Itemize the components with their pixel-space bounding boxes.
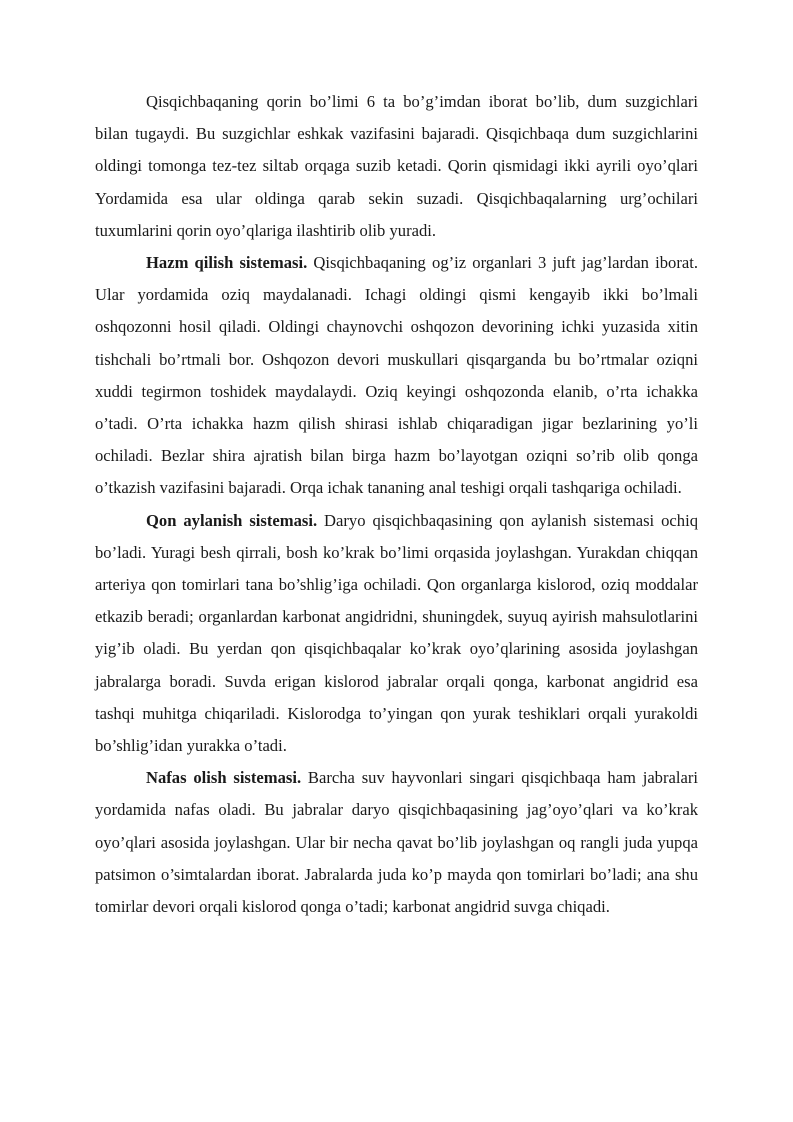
paragraph-heading: Nafas olish sistemasi. — [146, 768, 302, 788]
paragraph-heading: Qon aylanish sistemasi. — [146, 510, 318, 530]
paragraph-text: Qisqichbaqaning qorin bo’limi 6 ta bo’g’imdan iborat bo’lib, dum suzgichlari bilan tugaydi. Bu suzgichlar eshkak vazifasini bajaradi. Qisqichbaqa dum suzgichlarini oldingi tomonga tez-tez siltab orqaga suzib ketadi. Qorin qismidagi ikki ayrili oyo’qlari Yordamida esa ular oldinga qarab sekin suzadi. Qisqichbaqalarning urg’ochilari tuxumlarini qorin oyo’qlariga ilashtirib olib yuradi. — [95, 92, 698, 240]
paragraph-text: Barcha suv hayvonlari singari qisqichbaqa ham jabralari yordamida nafas oladi. Bu jabralar daryo qisqichbaqasining jag’oyo’qlari va ko’krak oyo’qlari asosida joylashgan. Ular bir necha qavat bo’lib joylashgan oq rangli juda yupqa patsimon o’simtalardan iborat. Jabralarda juda ko’p mayda qon tomirlari bo’ladi; ana shu tomirlar devori orqali kislorod qonga o’tadi; karbonat angidrid suvga chiqadi. — [95, 768, 698, 917]
paragraph-heading: Hazm qilish sistemasi. — [146, 253, 308, 273]
paragraph-circulatory-system — [95, 505, 698, 763]
paragraph-text: Qisqichbaqaning og’iz organlari 3 juft jag’lardan iborat. Ular yordamida oziq maydalanadi. Ichagi oldingi qismi kengayib ikki bo’lmali oshqozonni hosil qiladi. Oldingi chaynovchi oshqozon devorining ichki yuzasida xitin tishchali bo’rtmali bor. Oshqozon devori muskullari qisqarganda bu bo’rtmalar oziqni xuddi tegirmon toshidek maydalaydi. Oziq keyingi oshqozonda elanib, o’rta ichakka o’tadi. O’rta ichakka hazm qilish shirasi ishlab chiqaradigan jigar bezlarining yo’li ochiladi. Bezlar shira ajratish bilan birga hazm bo’layotgan oziqni so’rib olib qonga o’tkazish vazifasini bajaradi. Orqa ichak tananing anal teshigi orqali tashqariga ochiladi. — [95, 253, 699, 498]
document-page — [95, 86, 698, 923]
paragraph-text: Daryo qisqichbaqasining qon aylanish sistemasi ochiq bo’ladi. Yuragi besh qirrali, bosh ko’krak bo’limi orqasida joylashgan. Yurakdan chiqqan arteriya qon tomirlari tana bo’shlig’iga ochiladi. Qon organlarga kislorod, oziq moddalar etkazib beradi; organlardan karbonat angidridni, shuningdek, suyuq ayirish mahsulotlarini yig’ib oladi. Bu yerdan qon qisqichbaqalar ko’krak oyo’qlarining asosida joylashgan jabralarga boradi. Suvda erigan kislorod jabralar orqali qonga, karbonat angidrid esa tashqi muhitga chiqariladi. Kislorodga to’yingan qon yurak teshiklari orqali yurakoldi bo’shlig’idan yurakka o’tadi. — [95, 510, 698, 756]
paragraph-digestive-system — [95, 247, 698, 505]
paragraph-abdomen — [95, 86, 698, 247]
paragraph-respiratory-system — [95, 762, 698, 923]
